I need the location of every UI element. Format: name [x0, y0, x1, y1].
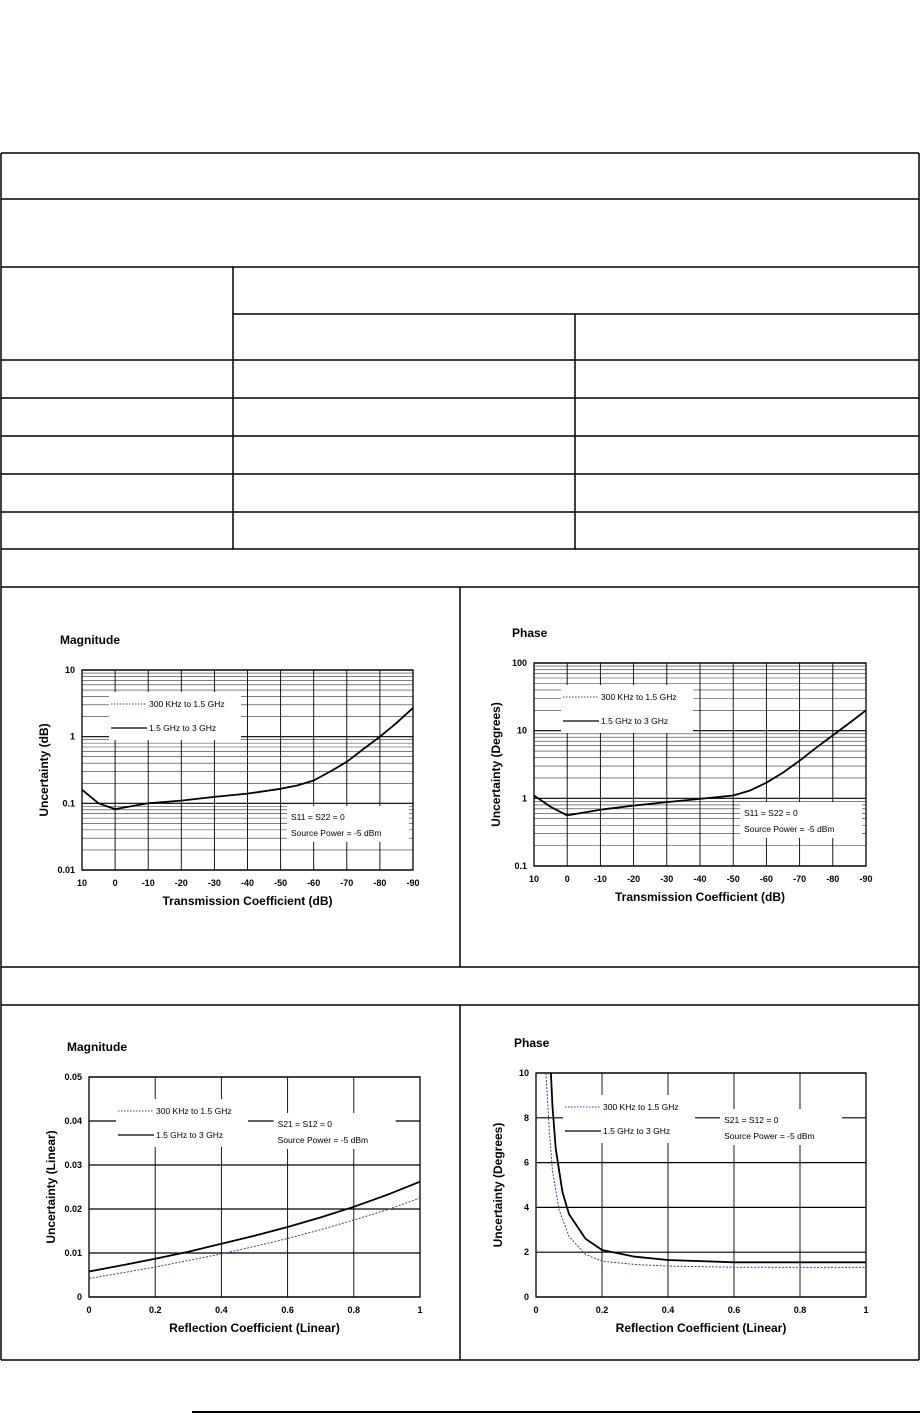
y-tick-label: 0.04 [64, 1116, 82, 1126]
y-tick-label: 0.02 [64, 1204, 82, 1214]
chart-title: Magnitude [67, 1040, 127, 1054]
y-tick-label: 10 [516, 725, 527, 736]
x-tick-label: -10 [593, 874, 607, 884]
legend-label: 1.5 GHz to 3 GHz [601, 716, 669, 726]
y-tick-label: 0.1 [514, 861, 527, 871]
x-tick-label: 0.4 [215, 1305, 228, 1315]
annotation-text: Source Power = -5 dBm [744, 824, 835, 834]
legend-label: 1.5 GHz to 3 GHz [149, 723, 217, 733]
x-axis-label: Reflection Coefficient (Linear) [169, 1321, 340, 1335]
x-tick-label: 0.2 [148, 1305, 162, 1315]
x-tick-label: -80 [373, 878, 387, 888]
x-tick-label: 0.6 [281, 1305, 294, 1315]
legend-label: 300 KHz to 1.5 GHz [149, 699, 225, 709]
x-tick-label: -60 [307, 878, 321, 888]
x-tick-label: 0.4 [661, 1305, 675, 1315]
y-tick-label: 0 [523, 1292, 529, 1302]
y-tick-label: 0.05 [64, 1072, 82, 1082]
x-tick-label: -10 [141, 878, 155, 888]
x-tick-label: 0.6 [727, 1305, 741, 1315]
x-tick-label: -60 [759, 874, 773, 884]
x-tick-label: 0.8 [347, 1305, 361, 1315]
x-tick-label: -70 [793, 874, 807, 884]
x-tick-label: -80 [826, 874, 840, 884]
y-tick-label: 0.1 [62, 798, 75, 809]
x-tick-label: -20 [174, 878, 188, 888]
x-axis-label: Reflection Coefficient (Linear) [615, 1321, 787, 1335]
x-tick-label: 0 [564, 874, 570, 884]
legend-label: 1.5 GHz to 3 GHz [156, 1130, 224, 1140]
x-tick-label: 1 [863, 1305, 869, 1315]
annotation-text: S21 = S12 = 0 [277, 1119, 333, 1129]
x-tick-label: -70 [340, 878, 354, 888]
legend-label: 1.5 GHz to 3 GHz [603, 1126, 671, 1136]
y-tick-label: 2 [523, 1247, 529, 1258]
x-tick-label: -40 [693, 874, 707, 884]
x-tick-label: 10 [528, 874, 540, 884]
chart-title: Magnitude [60, 633, 120, 647]
x-tick-label: -30 [660, 874, 674, 884]
y-tick-label: 100 [511, 658, 527, 668]
x-tick-label: -30 [207, 878, 221, 888]
legend-label: 300 KHz to 1.5 GHz [603, 1102, 679, 1112]
x-tick-label: -50 [726, 874, 740, 884]
y-tick-label: 0.01 [64, 1248, 82, 1258]
chart-title: Phase [514, 1036, 550, 1050]
annotation-text: Source Power = -5 dBm [277, 1135, 369, 1145]
x-tick-label: 1 [417, 1305, 423, 1315]
y-tick-label: 6 [523, 1157, 529, 1168]
y-tick-label: 10 [518, 1068, 529, 1078]
legend-label: 300 KHz to 1.5 GHz [601, 692, 677, 702]
x-tick-label: 0.8 [793, 1305, 807, 1315]
x-tick-label: 0 [86, 1305, 92, 1315]
annotation-text: S11 = S22 = 0 [744, 808, 798, 818]
y-axis-label: Uncertainty (Linear) [44, 1130, 58, 1244]
x-tick-label: -50 [274, 878, 288, 888]
y-tick-label: 4 [523, 1202, 529, 1213]
x-tick-label: -90 [406, 878, 420, 888]
y-axis-label: Uncertainty (Degrees) [491, 1122, 505, 1248]
annotation-text: Source Power = -5 dBm [291, 828, 382, 838]
x-axis-label: Transmission Coefficient (dB) [162, 894, 333, 908]
y-tick-label: 1 [521, 793, 527, 804]
legend-label: 300 KHz to 1.5 GHz [156, 1106, 232, 1116]
x-tick-label: -20 [627, 874, 641, 884]
y-tick-label: 0.01 [57, 865, 75, 875]
x-tick-label: -40 [240, 878, 255, 888]
x-tick-label: -90 [859, 874, 873, 884]
x-tick-label: 0 [533, 1305, 539, 1315]
x-axis-label: Transmission Coefficient (dB) [614, 890, 786, 904]
x-tick-label: 10 [76, 878, 88, 888]
annotation-text: Source Power = -5 dBm [724, 1131, 815, 1141]
annotation-text: S11 = S22 = 0 [291, 812, 345, 822]
y-tick-label: 10 [64, 665, 75, 675]
x-tick-label: 0.2 [595, 1305, 609, 1315]
x-tick-label: 0 [112, 878, 118, 888]
y-tick-label: 1 [69, 731, 75, 742]
annotation-text: S21 = S12 = 0 [724, 1115, 779, 1125]
chart-title: Phase [512, 626, 548, 640]
y-axis-label: Uncertainty (Degrees) [489, 702, 503, 827]
y-tick-label: 0 [76, 1292, 82, 1302]
y-tick-label: 0.03 [64, 1160, 82, 1170]
y-tick-label: 8 [523, 1112, 529, 1123]
y-axis-label: Uncertainty (dB) [37, 723, 51, 817]
